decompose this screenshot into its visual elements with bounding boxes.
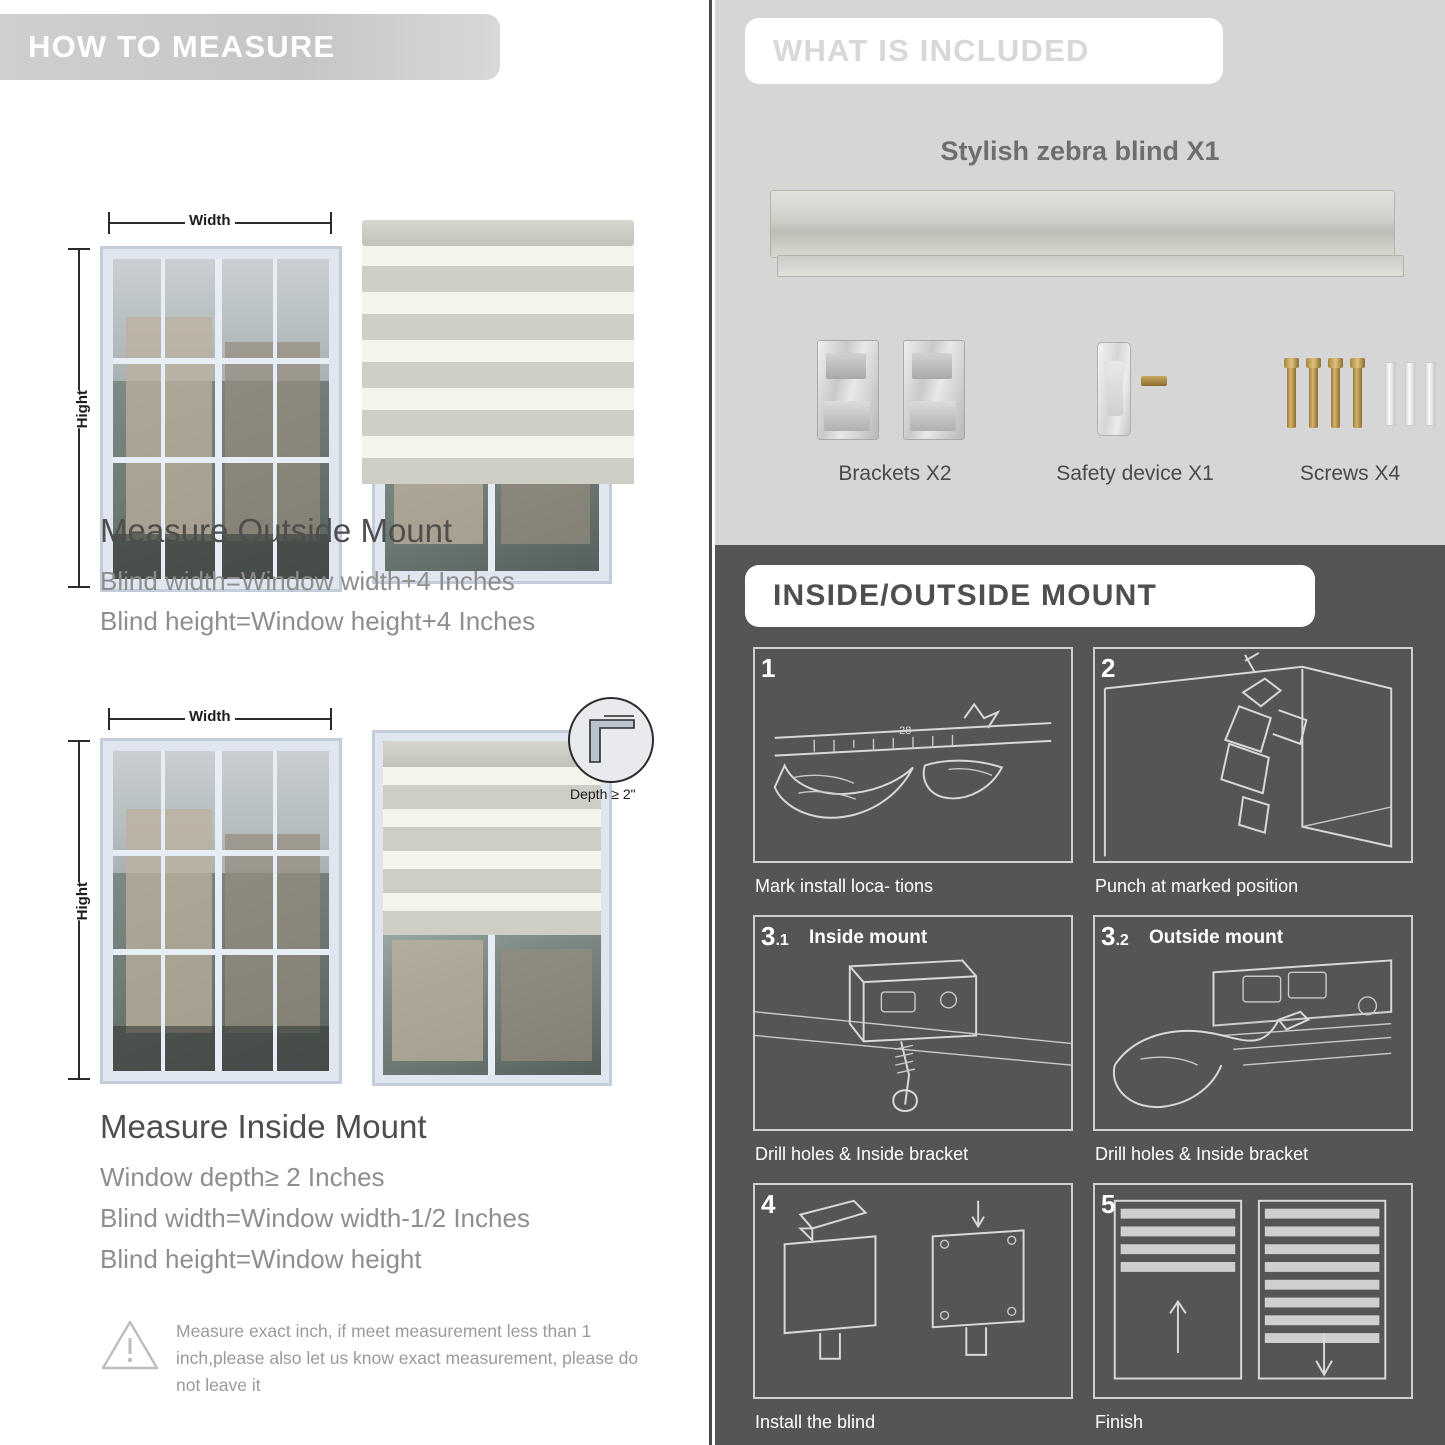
blind-headrail xyxy=(362,220,634,246)
step-3-1 xyxy=(753,915,1073,1165)
wall-anchor-icon xyxy=(1405,362,1416,426)
stripe xyxy=(362,314,634,340)
screw-icon xyxy=(1141,376,1167,386)
width-dim-tick-left xyxy=(108,212,110,234)
width-dim-tick-right xyxy=(330,212,332,234)
stripe xyxy=(383,785,601,809)
wall-anchor-icon xyxy=(1425,362,1436,426)
step-4-caption: Install the blind xyxy=(755,1412,876,1432)
step-5-number: 5 xyxy=(1101,1189,1116,1219)
what-is-included-header xyxy=(745,18,1223,84)
what-is-included-panel xyxy=(715,0,1445,545)
stripe xyxy=(362,340,634,362)
what-is-included-title: WHAT IS INCLUDED xyxy=(773,33,1090,68)
step-5-box xyxy=(1093,1183,1413,1399)
outside-mount-line-1: Blind width=Window width+4 Inches xyxy=(100,566,515,596)
step-2-caption: Punch at marked position xyxy=(1095,876,1299,896)
safety-device-label: Safety device X1 xyxy=(1056,462,1214,485)
inside-outside-mount-panel xyxy=(715,545,1445,1445)
step-5-caption: Finish xyxy=(1095,1412,1144,1432)
step-3-2-caption: Drill holes & Inside bracket xyxy=(1095,1144,1309,1164)
height-dim-tick-top xyxy=(68,248,90,250)
height-label-2: Hight xyxy=(70,882,95,920)
width-label: Width xyxy=(185,212,235,229)
stripe xyxy=(383,869,601,893)
width-dim-tick-left-2 xyxy=(108,708,110,730)
part-safety-device xyxy=(1015,330,1255,520)
step-1 xyxy=(753,647,1073,897)
screw-icon xyxy=(1353,358,1362,428)
stripe xyxy=(362,362,634,388)
stripe xyxy=(383,809,601,827)
inside-mount-line-1: Window depth≥ 2 Inches xyxy=(100,1162,385,1192)
step-3-2 xyxy=(1093,915,1413,1165)
blind-headrail-2 xyxy=(383,741,601,767)
part-screws xyxy=(1245,330,1445,520)
mullion-center-4 xyxy=(488,935,495,1075)
step-2 xyxy=(1093,647,1413,897)
height-dim-tick-bottom-2 xyxy=(68,1078,90,1080)
step-3-2-num-sub: .2 xyxy=(1115,932,1129,949)
step-3-2-num-main: 3 xyxy=(1101,921,1116,951)
screw-icon xyxy=(1287,358,1296,428)
step-3-2-subtitle: Outside mount xyxy=(1149,927,1284,948)
depth-label: Depth ≥ 2" xyxy=(570,786,636,802)
stripe xyxy=(383,767,601,785)
zebra-blind-product xyxy=(770,190,1395,258)
inside-mount-title: Measure Inside Mount xyxy=(100,1108,427,1145)
step-3-1-subtitle: Inside mount xyxy=(809,927,928,948)
stripe xyxy=(383,893,601,911)
stripe xyxy=(362,410,634,436)
svg-text:28: 28 xyxy=(899,724,912,737)
height-dim-tick-bottom xyxy=(68,586,90,588)
height-dim-tick-top-2 xyxy=(68,740,90,742)
building-left xyxy=(126,317,212,541)
mullion-center-3 xyxy=(215,751,222,1071)
main-item-label: Stylish zebra blind X1 xyxy=(940,136,1220,166)
measure-note xyxy=(100,1318,660,1399)
inside-mount-line-3: Blind height=Window height xyxy=(100,1244,422,1274)
step-4 xyxy=(753,1183,1073,1433)
width-dim-tick-right-2 xyxy=(330,708,332,730)
wall-anchor-icon xyxy=(1385,362,1396,426)
stripe xyxy=(362,246,634,266)
stripe xyxy=(362,266,634,292)
step-4-box xyxy=(753,1183,1073,1399)
bracket-icon xyxy=(903,340,965,440)
inside-outside-mount-title: INSIDE/OUTSIDE MOUNT xyxy=(773,579,1158,612)
building-right-4 xyxy=(501,949,593,1061)
step-3-1-number xyxy=(761,921,789,952)
measure-note-text: Measure exact inch, if meet measurement less than 1 inch,please also let us know exact measurement, please do not leave it xyxy=(176,1321,639,1396)
how-to-measure-title: HOW TO MEASURE xyxy=(28,29,336,64)
stripe xyxy=(383,827,601,851)
stripe xyxy=(362,388,634,410)
step-5 xyxy=(1093,1183,1413,1433)
included-parts-row xyxy=(755,330,1415,520)
how-to-measure-header xyxy=(0,14,500,80)
step-1-sketch xyxy=(755,649,1071,860)
mullion-h2 xyxy=(113,457,329,463)
window-inner-3 xyxy=(113,751,329,1071)
window-casement-2 xyxy=(100,738,342,1084)
safety-device-icon xyxy=(1097,342,1131,436)
building-left-4 xyxy=(392,940,484,1061)
zebra-blind-inside xyxy=(383,741,601,935)
step-3-1-caption: Drill holes & Inside bracket xyxy=(755,1144,969,1164)
step-3-1-num-main: 3 xyxy=(761,921,776,951)
outside-mount-title: Measure Outside Mount xyxy=(100,512,453,549)
width-label-2: Width xyxy=(185,708,235,725)
step-2-number: 2 xyxy=(1101,653,1116,683)
step-3-1-num-sub: .1 xyxy=(775,932,789,949)
step-1-box xyxy=(753,647,1073,863)
mullion-h1 xyxy=(113,358,329,364)
step-4-number: 4 xyxy=(761,1189,776,1219)
screw-icon xyxy=(1331,358,1340,428)
warning-icon xyxy=(100,1318,160,1372)
step-3-2-number xyxy=(1101,921,1129,952)
stripe xyxy=(362,436,634,458)
height-label: Hight xyxy=(70,390,95,428)
mullion-h3 xyxy=(113,850,329,856)
stripe xyxy=(383,911,601,935)
mullion-q4 xyxy=(273,751,277,1071)
step-5-sketch xyxy=(1095,1185,1411,1396)
window-inner-4 xyxy=(383,741,601,1075)
building-left-3 xyxy=(126,809,212,1033)
step-2-box xyxy=(1093,647,1413,863)
stripe xyxy=(362,292,634,314)
inside-mount-figure xyxy=(0,690,712,1110)
how-to-measure-panel xyxy=(0,0,712,1445)
outside-mount-figure xyxy=(0,100,712,500)
step-1-caption: Mark install loca- tions xyxy=(755,876,934,896)
window-with-blind-inside xyxy=(372,730,612,1086)
part-brackets xyxy=(775,330,1015,520)
step-2-sketch xyxy=(1095,649,1411,860)
step-1-number: 1 xyxy=(761,653,776,683)
outside-mount-line-2: Blind height=Window height+4 Inches xyxy=(100,606,536,636)
screws-label: Screws X4 xyxy=(1299,462,1401,485)
stripe xyxy=(383,851,601,869)
bracket-icon xyxy=(817,340,879,440)
inside-mount-line-2: Blind width=Window width-1/2 Inches xyxy=(100,1203,530,1233)
stripe xyxy=(362,458,634,484)
zebra-blind-outside xyxy=(362,220,634,488)
inside-outside-mount-header xyxy=(745,565,1315,627)
mullion-q3 xyxy=(161,751,165,1071)
mullion-h4 xyxy=(113,949,329,955)
screw-icon xyxy=(1309,358,1318,428)
step-4-sketch xyxy=(755,1185,1071,1396)
brackets-label: Brackets X2 xyxy=(838,462,952,485)
